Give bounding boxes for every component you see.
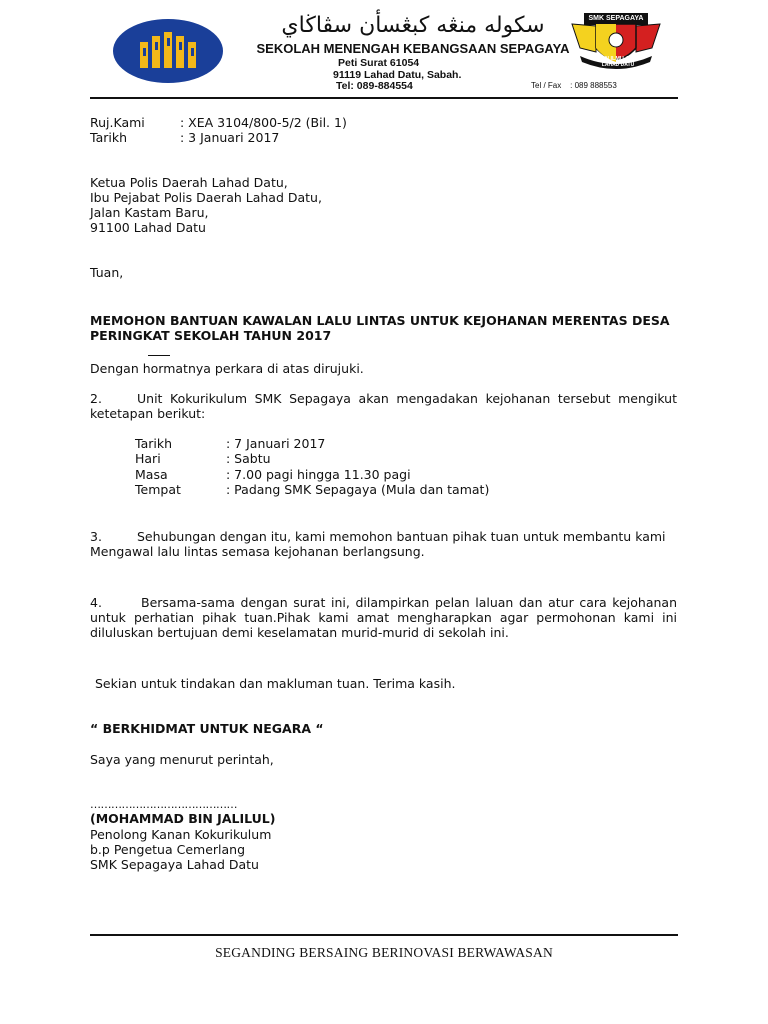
recipient-line: Ibu Pejabat Polis Daerah Lahad Datu, <box>90 190 322 205</box>
ministry-logo <box>112 18 224 84</box>
detail-label: Hari <box>135 451 161 466</box>
crest-place-label: LAHAD DATU <box>601 62 635 68</box>
paragraph-number: 3. <box>90 529 102 544</box>
paragraph-text: Sehubungan dengan itu, kami memohon bantuan pihak tuan untuk membantu kami <box>137 529 666 544</box>
arabic-school-name: سكوله منڠه كبڠسأن سڤاڬاي <box>281 13 545 38</box>
detail-label: Tarikh <box>135 436 172 451</box>
ruj-value: : XEA 3104/800-5/2 (Bil. 1) <box>180 115 347 130</box>
closing-sentence: Sekian untuk tindakan dan makluman tuan. Terima kasih. <box>95 676 456 691</box>
signatory-name: (MOHAMMAD BIN JALILUL) <box>90 811 276 826</box>
paragraph-text: ketetapan berikut: <box>90 406 206 421</box>
detail-label: Tempat <box>135 482 181 497</box>
paragraph-text: Mengawal lalu lintas semasa kejohanan berlangsung. <box>90 544 425 559</box>
header-rule <box>90 97 678 99</box>
postcode-city: 91119 Lahad Datu, Sabah. <box>333 69 462 81</box>
school-name: SEKOLAH MENENGAH KEBANGSAAN SEPAGAYA <box>256 41 570 56</box>
signatory-title: Penolong Kanan Kokurikulum <box>90 827 272 842</box>
paragraph-number: 4. <box>90 595 102 610</box>
detail-value: : Padang SMK Sepagaya (Mula dan tamat) <box>226 482 490 497</box>
salutation: Tuan, <box>90 265 124 280</box>
school-tel: Tel: 089-884554 <box>336 80 413 92</box>
crest-top-label: SMK SEPAGAYA <box>588 15 644 22</box>
detail-value: : 7 Januari 2017 <box>226 436 326 451</box>
footer-motto: SEGANDING BERSAING BERINOVASI BERWAWASAN <box>215 945 553 960</box>
slogan: “ BERKHIDMAT UNTUK NEGARA “ <box>90 721 324 736</box>
detail-value: : 7.00 pagi hingga 11.30 pagi <box>226 467 411 482</box>
paragraph-text: Bersama-sama dengan surat ini, dilampirkan pelan laluan dan atur cara kejohanan <box>141 595 677 610</box>
paragraph-text: Unit Kokurikulum SMK Sepagaya akan mengadakan kejohanan tersebut mengikut <box>137 391 677 406</box>
tarikh-value: : 3 Januari 2017 <box>180 130 280 145</box>
saya-menurut-perintah: Saya yang menurut perintah, <box>90 752 274 767</box>
detail-label: Masa <box>135 467 168 482</box>
signatory-school: SMK Sepagaya Lahad Datu <box>90 857 259 872</box>
signature-dots: …………………………………… <box>90 798 237 811</box>
recipient-line: 91100 Lahad Datu <box>90 220 206 235</box>
subject-line: PERINGKAT SEKOLAH TAHUN 2017 <box>90 328 332 343</box>
paragraph-1: Dengan hormatnya perkara di atas dirujuki. <box>90 361 364 376</box>
recipient-line: Jalan Kastam Baru, <box>90 205 209 220</box>
paragraph-text: untuk perhatian pihak tuan.Pihak kami amat mengharapkan agar permohonan kami ini <box>90 610 677 625</box>
footer-rule <box>90 934 678 936</box>
crest-motto-label: IMAN ILMU AMAL <box>594 56 642 62</box>
paragraph-text: diluluskan bertujuan demi keselamatan murid-murid di sekolah ini. <box>90 625 509 640</box>
subject-line: MEMOHON BANTUAN KAWALAN LALU LINTAS UNTUK KEJOHANAN MERENTAS DESA <box>90 313 670 328</box>
detail-value: : Sabtu <box>226 451 271 466</box>
po-box: Peti Surat 61054 <box>338 57 420 69</box>
tel-fax: Tel / Fax : 089 888553 <box>531 81 617 90</box>
tarikh-label: Tarikh <box>90 130 127 145</box>
recipient-line: Ketua Polis Daerah Lahad Datu, <box>90 175 288 190</box>
ruj-label: Ruj.Kami <box>90 115 145 130</box>
signatory-title: b.p Pengetua Cemerlang <box>90 842 246 857</box>
subject-underline-mark <box>148 355 170 356</box>
paragraph-number: 2. <box>90 391 102 406</box>
